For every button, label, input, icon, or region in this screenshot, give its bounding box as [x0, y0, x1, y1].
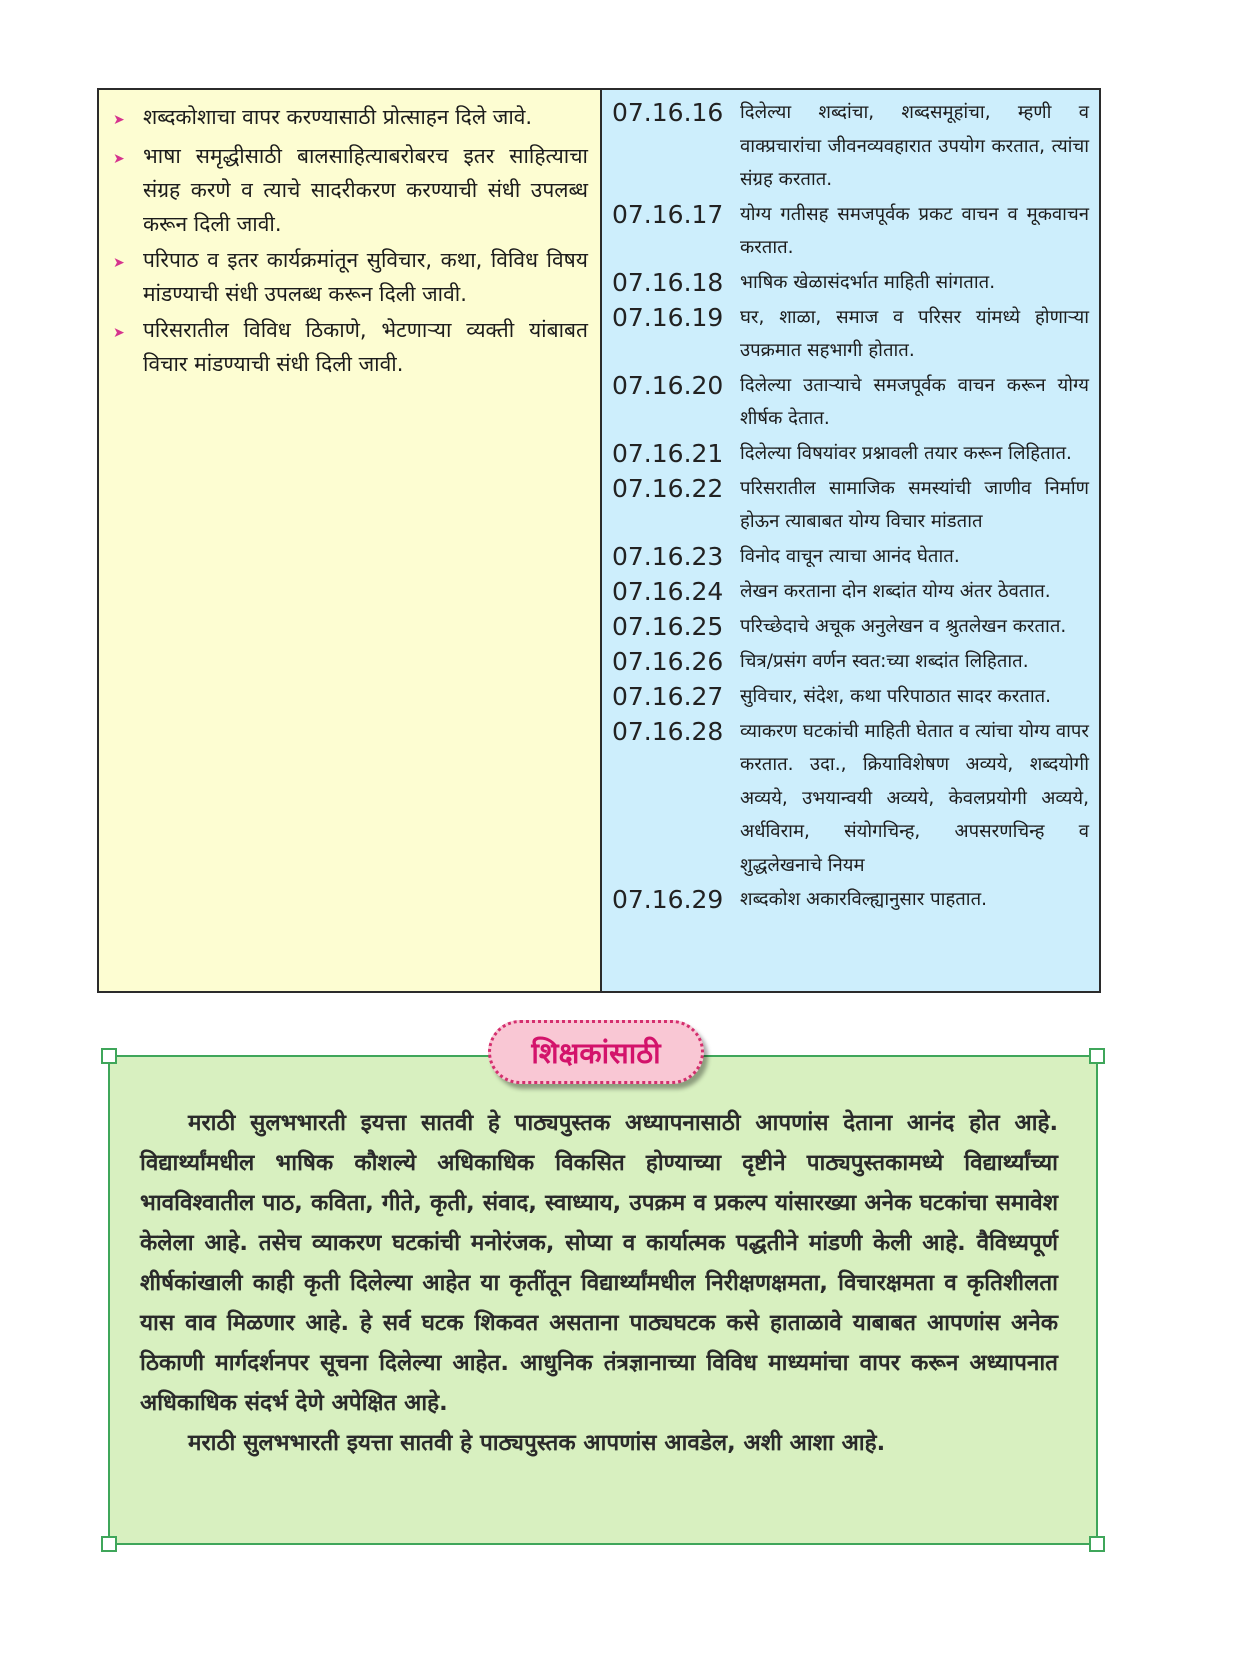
outcome-text: दिलेल्या उताऱ्याचे समजपूर्वक वाचन करून योग्य शीर्षक देतात.: [740, 374, 1089, 429]
list-item-text: शब्दकोशाचा वापर करण्यासाठी प्रोत्साहन दिले जावे.: [143, 105, 533, 129]
outcome-code: 07.16.18: [612, 267, 724, 297]
outcome-code: 07.16.25: [612, 611, 724, 641]
teachers-paragraph-2: मराठी सुलभभारती इयत्ता सातवी हे पाठ्यपुस्तक आपणांस आवडेल, अशी आशा आहे.: [188, 1430, 886, 1456]
corner-ornament: [1089, 1048, 1105, 1064]
arrow-bullet-icon: ➤: [113, 112, 125, 128]
corner-ornament: [101, 1536, 117, 1552]
outcome-text: दिलेल्या विषयांवर प्रश्नावली तयार करून लिहितात.: [740, 442, 1072, 464]
list-item: [113, 243, 588, 311]
teachers-title-badge: [488, 1020, 704, 1084]
table-row: [612, 301, 1089, 368]
outcome-code: 07.16.16: [612, 98, 724, 127]
teachers-note-box: [108, 1055, 1098, 1545]
outcome-text: परिच्छेदाचे अचूक अनुलेखन व श्रुतलेखन करतात.: [740, 615, 1067, 637]
outcome-text: योग्य गतीसह समजपूर्वक प्रकट वाचन व मूकवाचन करतात.: [740, 203, 1089, 258]
arrow-bullet-icon: ➤: [113, 151, 125, 167]
outcome-code: 07.16.21: [612, 438, 724, 468]
outcome-text: सुविचार, संदेश, कथा परिपाठात सादर करतात.: [740, 685, 1052, 707]
table-row: [612, 437, 1089, 471]
outcome-code: 07.16.28: [612, 716, 724, 746]
list-item: [113, 100, 588, 137]
outcomes-table: [97, 88, 1101, 993]
table-row: [612, 540, 1089, 574]
table-row: [612, 266, 1089, 300]
corner-ornament: [101, 1048, 117, 1064]
table-row: [612, 96, 1089, 197]
outcome-code: 07.16.22: [612, 473, 724, 503]
corner-ornament: [1089, 1536, 1105, 1552]
outcome-text: व्याकरण घटकांची माहिती घेतात व त्यांचा योग्य वापर करतात. उदा., क्रियाविशेषण अव्यये, शब्दयोगी अव्यये, उभयान्वयी अव्यये, केवलप्रयोगी अव्यये, अर्धविराम, संयोगचिन्ह, अपसरणचिन्ह व शुद्धलेखनाचे नियम: [740, 720, 1089, 876]
table-row: [612, 645, 1089, 679]
arrow-bullet-icon: ➤: [113, 255, 125, 271]
table-row: [612, 198, 1089, 265]
table-row: [612, 883, 1089, 917]
list-item: [113, 139, 588, 241]
outcome-text: चित्र/प्रसंग वर्णन स्वत:च्या शब्दांत लिहितात.: [740, 650, 1029, 672]
teachers-note-body: [140, 1103, 1058, 1463]
teaching-processes-column: [99, 90, 602, 991]
list-item-text: भाषा समृद्धीसाठी बालसाहित्याबरोबरच इतर साहित्याचा संग्रह करणे व त्याचे सादरीकरण करण्याची संधी उपलब्ध करून दिली जावी.: [143, 144, 588, 236]
outcome-text: शब्दकोश अकारविल्ह्यानुसार पाहतात.: [740, 889, 988, 910]
learning-outcomes-column: [602, 90, 1099, 991]
outcome-text: दिलेल्या शब्दांचा, शब्दसमूहांचा, म्हणी व वाक्प्रचारांचा जीवनव्यवहारात उपयोग करतात, त्यांचा संग्रह करतात.: [740, 102, 1089, 190]
table-row: [612, 472, 1089, 539]
arrow-bullet-icon: ➤: [113, 325, 125, 341]
outcome-text: भाषिक खेळासंदर्भात माहिती सांगतात.: [740, 271, 996, 293]
table-row: [612, 575, 1089, 609]
outcome-text: परिसरातील सामाजिक समस्यांची जाणीव निर्माण होऊन त्याबाबत योग्य विचार मांडतात: [740, 477, 1089, 532]
table-row: [612, 369, 1089, 436]
outcome-code: 07.16.23: [612, 541, 724, 571]
list-item: [113, 313, 588, 381]
outcome-code: 07.16.27: [612, 681, 724, 711]
table-row: [612, 680, 1089, 714]
outcome-code: 07.16.17: [612, 199, 724, 229]
outcome-code: 07.16.19: [612, 302, 724, 332]
teachers-title: शिक्षकांसाठी: [531, 1035, 661, 1070]
table-row: [612, 715, 1089, 883]
outcome-text: घर, शाळा, समाज व परिसर यांमध्ये होणाऱ्या उपक्रमात सहभागी होतात.: [740, 306, 1089, 361]
outcome-text: लेखन करताना दोन शब्दांत योग्य अंतर ठेवतात.: [740, 580, 1051, 602]
outcome-text: विनोद वाचून त्याचा आनंद घेतात.: [740, 545, 960, 567]
outcome-code: 07.16.29: [612, 885, 724, 914]
outcome-code: 07.16.24: [612, 576, 724, 606]
table-row: [612, 610, 1089, 644]
list-item-text: परिसरातील विविध ठिकाणे, भेटणाऱ्या व्यक्ती यांबाबत विचार मांडण्याची संधी दिली जावी.: [143, 318, 588, 376]
outcome-code: 07.16.26: [612, 646, 724, 676]
outcome-code: 07.16.20: [612, 370, 724, 400]
list-item-text: परिपाठ व इतर कार्यक्रमांतून सुविचार, कथा, विविध विषय मांडण्याची संधी उपलब्ध करून दिली जावी.: [143, 248, 588, 306]
teachers-paragraph-1: मराठी सुलभभारती इयत्ता सातवी हे पाठ्यपुस्तक अध्यापनासाठी आपणांस देताना आनंद होत आहे. विद्यार्थ्यांमधील भाषिक कौशल्ये अधिकाधिक विकसित होण्याच्या दृष्टीने पाठ्यपुस्तकामध्ये विद्यार्थ्यांच्या भावविश्वातील पाठ, कविता, गीते, कृती, संवाद, स्वाध्याय, उपक्रम व प्रकल्प यांसारख्या अनेक घटकांचा समावेश केलेला आहे. तसेच व्याकरण घटकांची मनोरंजक, सोप्या व कार्यात्मक पद्धतीने मांडणी केली आहे. वैविध्यपूर्ण शीर्षकांखाली काही कृती दिलेल्या आहेत या कृतींतून विद्यार्थ्यांमधील निरीक्षणक्षमता, विचारक्षमता व कृतिशीलता यास वाव मिळणार आहे. हे सर्व घटक शिकवत असताना पाठ्यघटक कसे हाताळावे याबाबत आपणांस अनेक ठिकाणी मार्गदर्शनपर सूचना दिलेल्या आहेत. आधुनिक तंत्रज्ञानाच्या विविध माध्यमांचा वापर करून अध्यापनात अधिकाधिक संदर्भ देणे अपेक्षित आहे.: [140, 1110, 1058, 1416]
